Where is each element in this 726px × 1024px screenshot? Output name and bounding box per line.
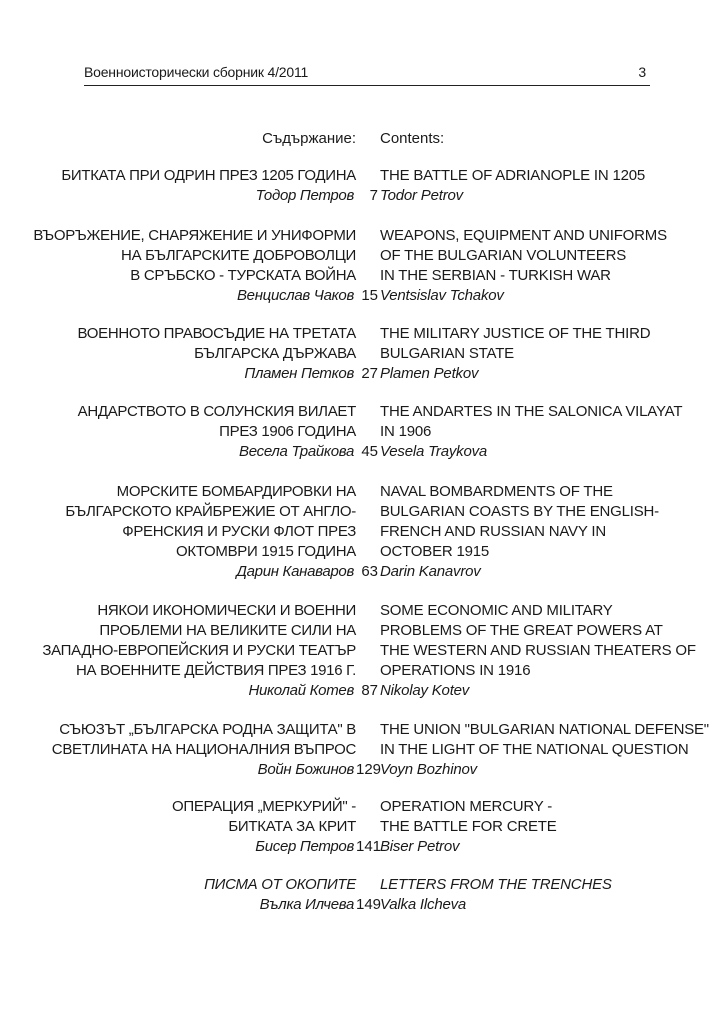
toc-title-line bbox=[0, 246, 726, 266]
toc-page-number: 63 bbox=[361, 563, 378, 580]
author-en: Voyn Bozhinov bbox=[380, 761, 477, 778]
title-en: BULGARIAN STATE bbox=[380, 345, 514, 362]
toc-entry bbox=[0, 720, 726, 780]
title-bg: МОРСКИТЕ БОМБАРДИРОВКИ НА bbox=[116, 483, 356, 500]
title-bg: ОКТОМВРИ 1915 ГОДИНА bbox=[176, 543, 356, 560]
title-bg: НА ВОЕННИТЕ ДЕЙСТВИЯ ПРЕЗ 1916 Г. bbox=[76, 662, 356, 679]
toc-entry bbox=[0, 875, 726, 915]
toc-entry bbox=[0, 324, 726, 384]
toc-title-line bbox=[0, 641, 726, 661]
author-bg: Войн Божинов bbox=[257, 761, 354, 778]
toc-entry bbox=[0, 166, 726, 206]
toc-title-line bbox=[0, 522, 726, 542]
toc-entry bbox=[0, 482, 726, 582]
toc-title-line bbox=[0, 166, 726, 186]
toc-title-line bbox=[0, 344, 726, 364]
author-en: Nikolay Kotev bbox=[380, 682, 470, 699]
title-en: THE UNION "BULGARIAN NATIONAL DEFENSE" bbox=[380, 721, 709, 738]
table-of-contents bbox=[0, 166, 726, 915]
title-en: THE ANDARTES IN THE SALONICA VILAYAT bbox=[380, 403, 683, 420]
title-en: LETTERS FROM THE TRENCHES bbox=[380, 876, 612, 893]
title-en: THE MILITARY JUSTICE OF THE THIRD bbox=[380, 325, 651, 342]
title-bg: ПРЕЗ 1906 ГОДИНА bbox=[219, 423, 356, 440]
page-number: 3 bbox=[638, 64, 646, 80]
title-en: THE WESTERN AND RUSSIAN THEATERS OF bbox=[380, 642, 696, 659]
toc-author-line bbox=[0, 364, 726, 384]
title-bg: НА БЪЛГАРСКИТЕ ДОБРОВОЛЦИ bbox=[121, 247, 356, 264]
title-en: WEAPONS, EQUIPMENT AND UNIFORMS bbox=[380, 227, 667, 244]
toc-title-line bbox=[0, 542, 726, 562]
title-bg: В СРЪБСКО - ТУРСКАТА ВОЙНА bbox=[130, 267, 356, 284]
toc-page-number: 129 bbox=[356, 761, 382, 778]
author-en: Vesela Traykova bbox=[380, 443, 488, 460]
toc-title-line bbox=[0, 797, 726, 817]
toc-title-line bbox=[0, 621, 726, 641]
author-en: Ventsislav Tchakov bbox=[380, 287, 504, 304]
toc-title-line bbox=[0, 720, 726, 740]
author-bg: Вълка Илчева bbox=[259, 896, 354, 913]
toc-page-number: 27 bbox=[361, 365, 378, 382]
title-en: OCTOBER 1915 bbox=[380, 543, 490, 560]
title-bg: БЪЛГАРСКОТО КРАЙБРЕЖИЕ ОТ АНГЛО- bbox=[65, 503, 356, 520]
author-bg: Бисер Петров bbox=[255, 838, 354, 855]
toc-title-line bbox=[0, 266, 726, 286]
title-bg: ВЪОРЪЖЕНИЕ, СНАРЯЖЕНИЕ И УНИФОРМИ bbox=[33, 227, 356, 244]
contents-heading-en: Contents: bbox=[380, 130, 445, 147]
toc-page-number: 45 bbox=[361, 443, 378, 460]
contents-heading-bg: Съдържание: bbox=[262, 130, 356, 147]
author-en: Darin Kanavrov bbox=[380, 563, 481, 580]
toc-title-line bbox=[0, 740, 726, 760]
author-bg: Весела Трайкова bbox=[239, 443, 354, 460]
title-bg: БИТКАТА ПРИ ОДРИН ПРЕЗ 1205 ГОДИНА bbox=[61, 167, 356, 184]
toc-author-line bbox=[0, 760, 726, 780]
journal-title: Военноисторически сборник 4/2011 bbox=[84, 64, 309, 80]
toc-title-line bbox=[0, 875, 726, 895]
toc-title-line bbox=[0, 601, 726, 621]
title-en: THE BATTLE OF ADRIANOPLE IN 1205 bbox=[380, 167, 646, 184]
toc-entry bbox=[0, 601, 726, 701]
toc-page-number: 141 bbox=[356, 838, 382, 855]
author-bg: Пламен Петков bbox=[244, 365, 354, 382]
toc-author-line bbox=[0, 562, 726, 582]
toc-entry bbox=[0, 402, 726, 462]
author-en: Todor Petrov bbox=[380, 187, 463, 204]
title-en: PROBLEMS OF THE GREAT POWERS AT bbox=[380, 622, 663, 639]
title-bg: СВЕТЛИНАТА НА НАЦИОНАЛНИЯ ВЪПРОС bbox=[51, 741, 356, 758]
toc-page-number: 149 bbox=[356, 896, 382, 913]
author-en: Valka Ilcheva bbox=[380, 896, 467, 913]
title-bg: АНДАРСТВОТО В СОЛУНСКИЯ ВИЛАЕТ bbox=[77, 403, 356, 420]
toc-author-line bbox=[0, 442, 726, 462]
title-bg: ОПЕРАЦИЯ „МЕРКУРИЙ" - bbox=[171, 798, 356, 815]
author-bg: Дарин Канаваров bbox=[236, 563, 354, 580]
toc-author-line bbox=[0, 186, 726, 206]
title-en: OPERATIONS IN 1916 bbox=[380, 662, 531, 679]
toc-author-line bbox=[0, 837, 726, 857]
title-bg: СЪЮЗЪТ „БЪЛГАРСКА РОДНА ЗАЩИТА" В bbox=[59, 721, 356, 738]
toc-title-line bbox=[0, 402, 726, 422]
title-bg: ВОЕННОТО ПРАВОСЪДИЕ НА ТРЕТАТА bbox=[77, 325, 356, 342]
toc-entry bbox=[0, 226, 726, 306]
title-bg: БЪЛГАРСКА ДЪРЖАВА bbox=[194, 345, 356, 362]
toc-entry bbox=[0, 797, 726, 857]
title-en: OF THE BULGARIAN VOLUNTEERS bbox=[380, 247, 627, 264]
title-en: OPERATION MERCURY - bbox=[380, 798, 553, 815]
toc-title-line bbox=[0, 817, 726, 837]
title-bg: ПРОБЛЕМИ НА ВЕЛИКИТЕ СИЛИ НА bbox=[99, 622, 356, 639]
title-en: IN 1906 bbox=[380, 423, 432, 440]
title-bg: ЗАПАДНО-ЕВРОПЕЙСКИЯ И РУСКИ ТЕАТЪР bbox=[42, 642, 356, 659]
author-en: Plamen Petkov bbox=[380, 365, 479, 382]
title-en: THE BATTLE FOR CRETE bbox=[380, 818, 557, 835]
toc-author-line bbox=[0, 286, 726, 306]
running-header bbox=[84, 64, 650, 86]
toc-title-line bbox=[0, 226, 726, 246]
toc-title-line bbox=[0, 482, 726, 502]
header-divider bbox=[84, 85, 650, 86]
title-bg: НЯКОИ ИКОНОМИЧЕСКИ И ВОЕННИ bbox=[97, 602, 356, 619]
author-en: Biser Petrov bbox=[380, 838, 460, 855]
title-bg: БИТКАТА ЗА КРИТ bbox=[228, 818, 356, 835]
title-en: BULGARIAN COASTS BY THE ENGLISH- bbox=[380, 503, 659, 520]
title-bg: ПИСМА ОТ ОКОПИТЕ bbox=[204, 876, 356, 893]
title-bg: ФРЕНСКИЯ И РУСКИ ФЛОТ ПРЕЗ bbox=[122, 523, 356, 540]
toc-page-number: 87 bbox=[361, 682, 378, 699]
author-bg: Николай Котев bbox=[248, 682, 354, 699]
author-bg: Тодор Петров bbox=[255, 187, 354, 204]
toc-author-line bbox=[0, 895, 726, 915]
author-bg: Венцислав Чаков bbox=[236, 287, 354, 304]
title-en: FRENCH AND RUSSIAN NAVY IN bbox=[380, 523, 606, 540]
title-en: NAVAL BOMBARDMENTS OF THE bbox=[380, 483, 613, 500]
title-en: IN THE LIGHT OF THE NATIONAL QUESTION bbox=[380, 741, 689, 758]
toc-title-line bbox=[0, 324, 726, 344]
toc-page-number: 7 bbox=[369, 187, 378, 204]
toc-title-line bbox=[0, 502, 726, 522]
title-en: IN THE SERBIAN - TURKISH WAR bbox=[380, 267, 611, 284]
toc-title-line bbox=[0, 422, 726, 442]
toc-title-line bbox=[0, 661, 726, 681]
toc-author-line bbox=[0, 681, 726, 701]
title-en: SOME ECONOMIC AND MILITARY bbox=[380, 602, 613, 619]
toc-page-number: 15 bbox=[361, 287, 378, 304]
